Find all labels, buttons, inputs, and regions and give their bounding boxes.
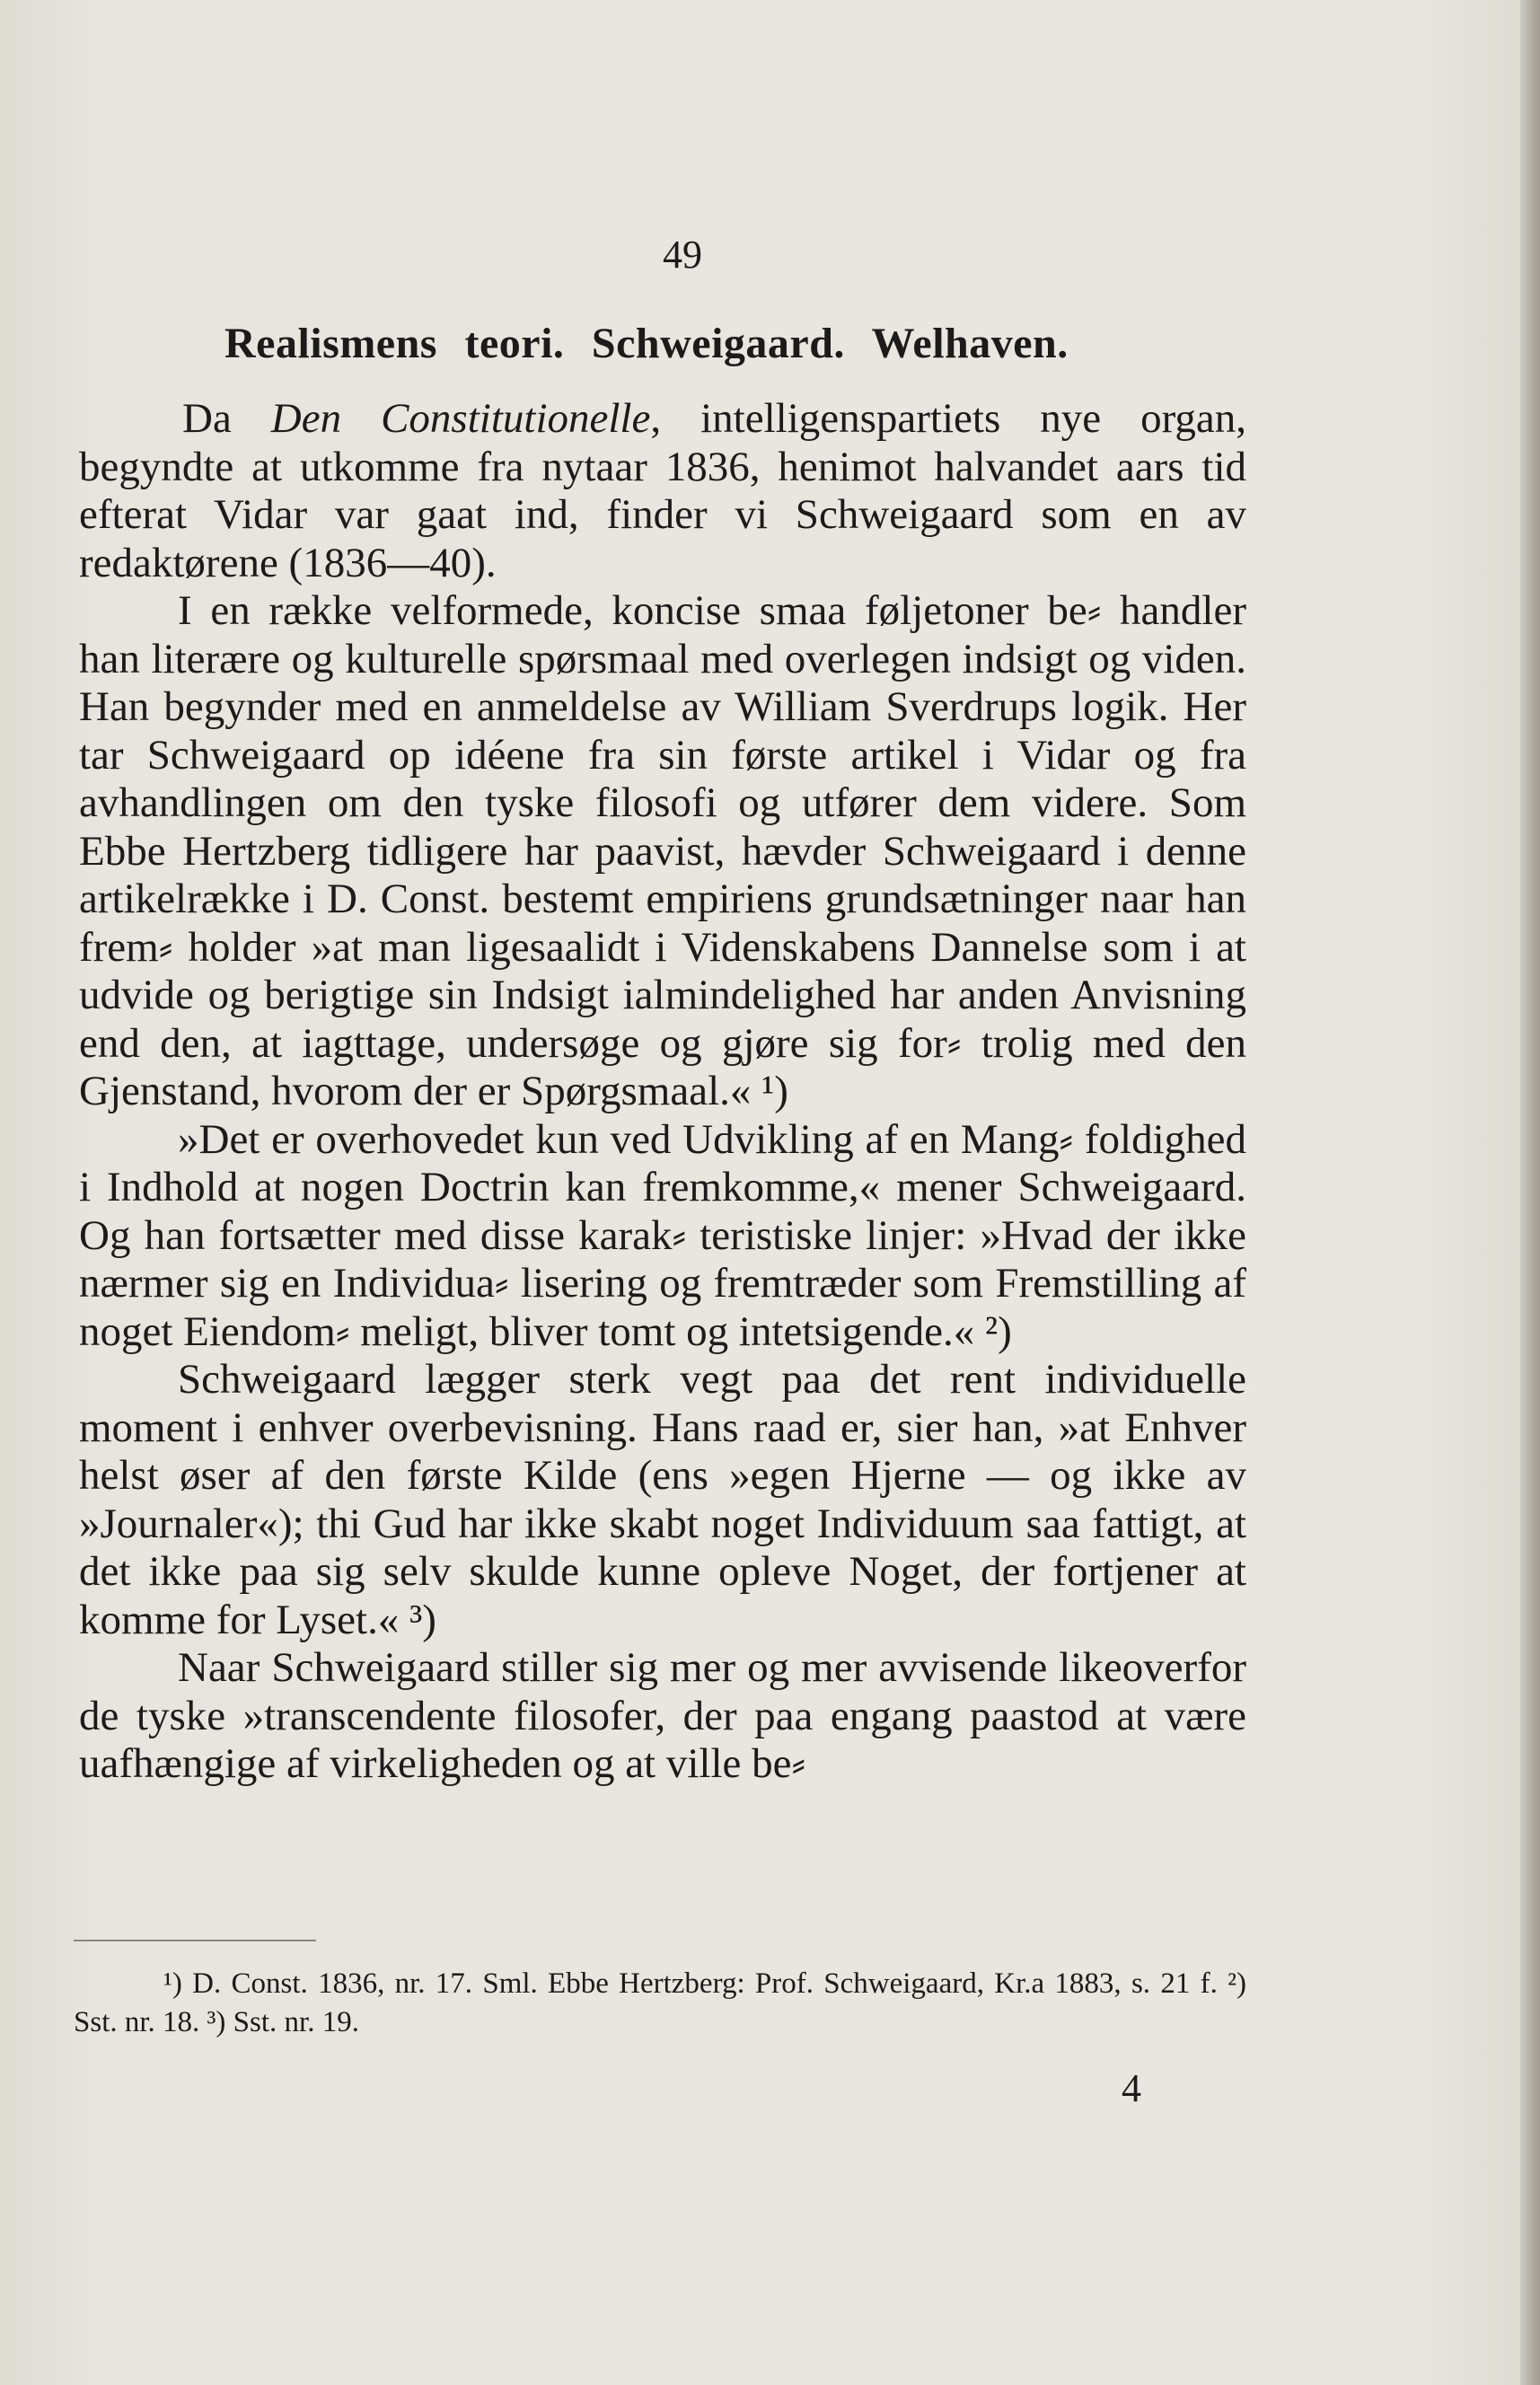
- paragraph-text: Da: [182, 395, 271, 442]
- paragraph: Naar Schweigaard stiller sig mer og mer avvisende likeoverfor de tyske »transcendente filosofer, der paa engang paastod at være uafhængige af virkeligheden og at ville be⸗: [79, 1644, 1246, 1787]
- footnote-rule: [74, 1940, 316, 1941]
- signature-mark: 4: [1122, 2066, 1141, 2110]
- paragraph: [79, 395, 1246, 587]
- footnote-text: ¹) D. Const. 1836, nr. 17. Sml. Ebbe Hertzberg: Prof. Schweigaard, Kr.a 1883, s. 21 f. ²) Sst. nr. 18. ³) Sst. nr. 19.: [74, 1967, 1246, 2038]
- section-heading: Realismens teori. Schweigaard. Welhaven.: [224, 320, 1069, 367]
- body-text: [79, 395, 1246, 1789]
- page-number: 49: [663, 233, 702, 277]
- paragraph-text: , intelligenspartiets nye organ, begyndte at utkomme fra nytaar 1836, henimot halvandet aars tid efterat Vidar var gaat ind, finder vi Schweigaard som en av redaktørene (1836—40).: [79, 395, 1246, 586]
- paragraph: »Det er overhovedet kun ved Udvikling af en Mang⸗ foldighed i Indhold at nogen Doctrin kan fremkomme,« mener Schweigaard. Og han fortsætter med disse karak⸗ teristiske linjer: »Hvad der ikke nærmer sig en Individua⸗ lisering og fremtræder som Fremstilling af noget Eiendom⸗ meligt, bliver tomt og intetsigende.« ²): [79, 1115, 1246, 1355]
- paragraph: I en række velformede, koncise smaa føljetoner be⸗ handler han literære og kulturelle spørsmaal med overlegen indsigt og viden. Han begynder med en anmeldelse av William Sverdrups logik. Her tar Schweigaard op idéene fra sin første artikel i Vidar og fra avhandlingen om den tyske filosofi og utfører dem videre. Som Ebbe Hertzberg tidligere har paavist, hævder Schweigaard i denne artikelrække i D. Const. bestemt empiriens grundsætninger naar han frem⸗ holder »at man ligesaalidt i Videnskabens Dannelse som i at udvide og berigtige sin Indsigt ialmindelighed har anden Anvisning end den, at iagttage, undersøge og gjøre sig for⸗ trolig med den Gjenstand, hvorom der er Spørgsmaal.« ¹): [79, 587, 1246, 1114]
- paragraph: Schweigaard lægger sterk vegt paa det rent individuelle moment i enhver overbevisning. Hans raad er, sier han, »at Enhver helst øser af den første Kilde (ens »egen Hjerne — og ikke av »Journaler«); thi Gud har ikke skabt noget Individuum saa fattigt, at det ikke paa sig selv skulde kunne opleve Noget, der fortjener at komme for Lyset.« ³): [79, 1356, 1246, 1643]
- page-edge: [1520, 0, 1540, 2385]
- footnotes: [74, 1965, 1246, 2042]
- italic-title: Den Constitutionelle: [270, 395, 651, 442]
